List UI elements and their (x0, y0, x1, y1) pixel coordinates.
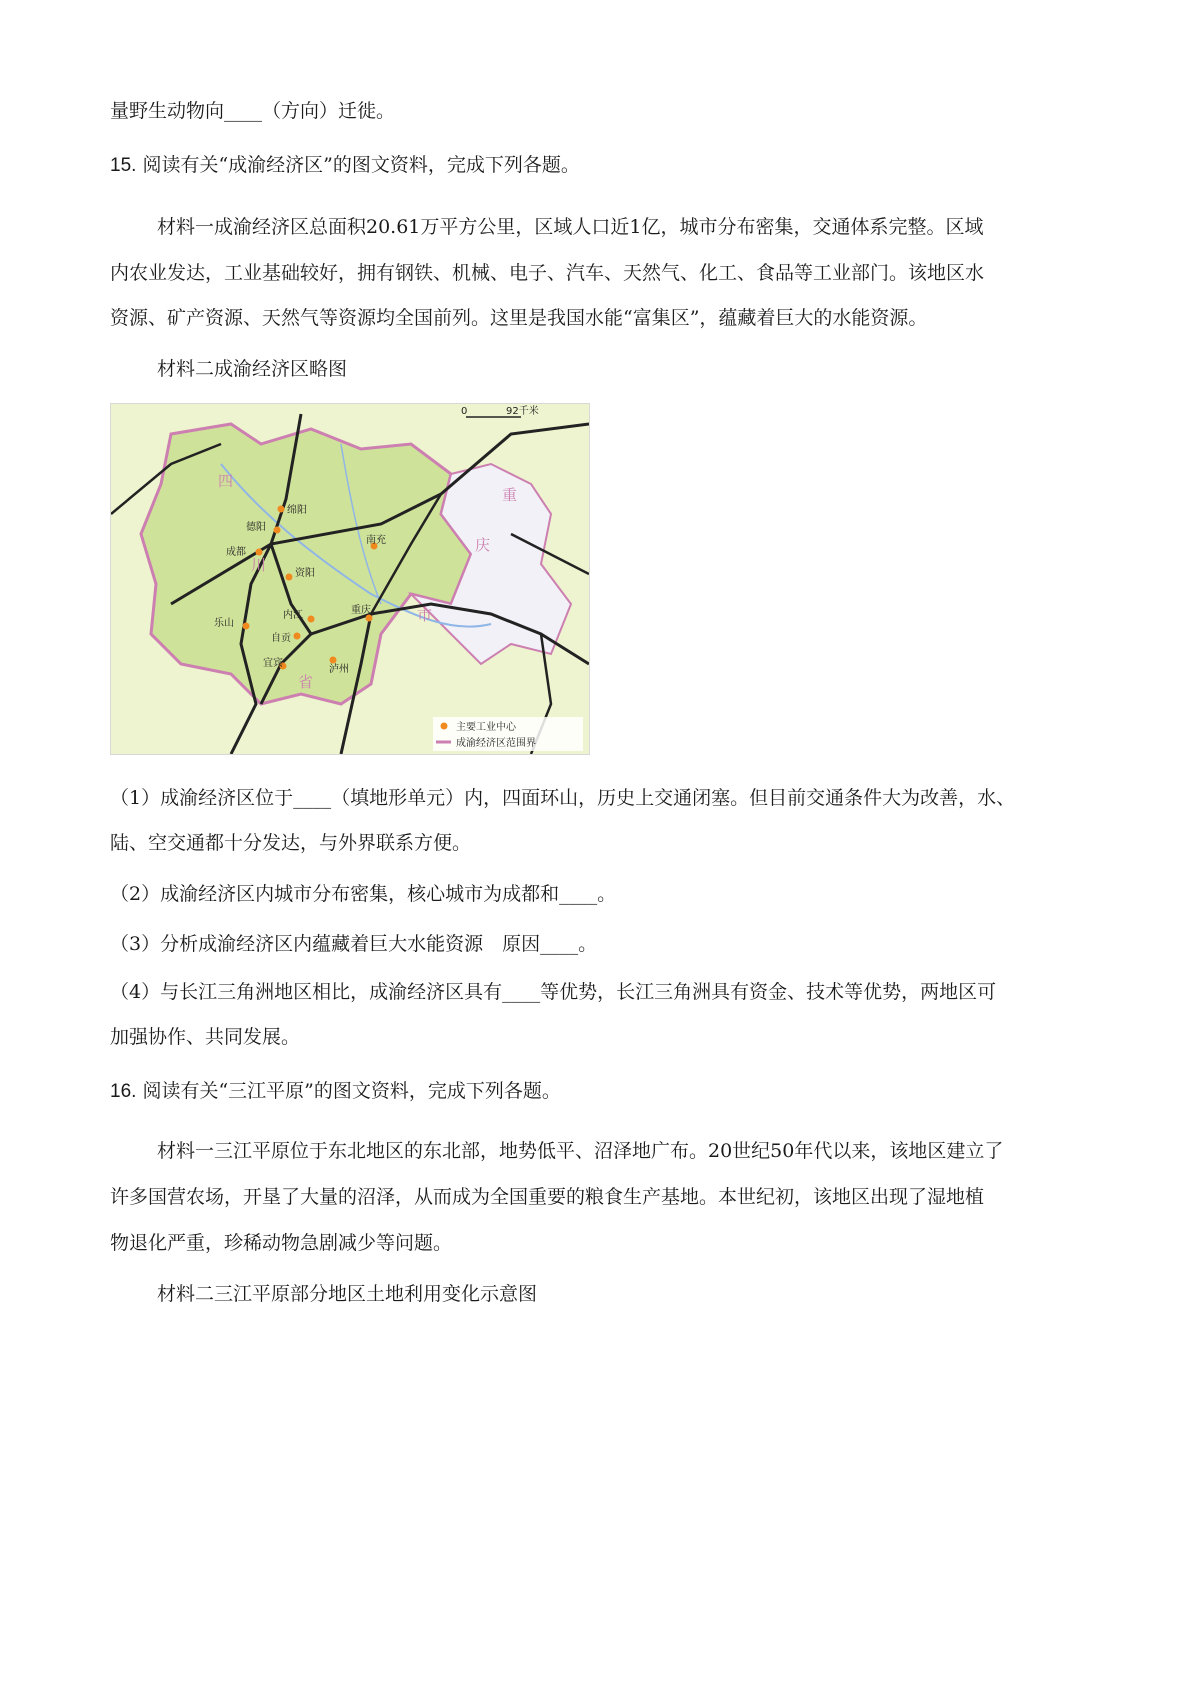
city-marker (286, 574, 293, 581)
chengyu-map (110, 403, 590, 755)
question-16-title (110, 1077, 561, 1106)
scale-zero: 0 (461, 406, 468, 417)
material-2-caption: 材料二成渝经济区略图 (157, 358, 348, 380)
question-15-title (110, 151, 580, 180)
city-label: 自贡 (271, 633, 291, 644)
city-marker (274, 527, 281, 534)
question-number: 16. (110, 1081, 137, 1102)
city-marker (256, 549, 263, 556)
city-label: 泸州 (329, 664, 349, 675)
city-label: 重庆 (351, 605, 371, 616)
material-3-line-1: 材料一三江平原位于东北地区的东北部，地势低平、沼泽地广布。20世纪50年代以来，该地区建立了 (157, 1140, 1004, 1162)
province-label: 四 (218, 472, 234, 490)
city-marker (278, 506, 285, 513)
legend-city-marker (441, 723, 448, 730)
material-3-line-3: 物退化严重，珍稀动物急剧减少等问题。 (110, 1232, 453, 1254)
sub-question-2: （2）成渝经济区内城市分布密集，核心城市为成都和____。 (110, 883, 617, 905)
city-marker (330, 657, 337, 664)
city-label: 宜宾 (263, 658, 283, 669)
province-label: 重 (502, 486, 518, 504)
city-marker (308, 616, 315, 623)
city-marker (243, 623, 250, 630)
city-label: 绵阳 (287, 505, 307, 516)
city-label: 成都 (226, 547, 246, 558)
province-label: 省 (298, 673, 314, 691)
city-label: 南充 (366, 535, 386, 546)
map-svg (111, 404, 589, 754)
sub-question-4-line-2: 加强协作、共同发展。 (110, 1026, 301, 1048)
material-3-line-2: 许多国营农场，开垦了大量的沼泽，从而成为全国重要的粮食生产基地。本世纪初，该地区出现了湿地植 (110, 1186, 985, 1208)
sub-question-1-line-2: 陆、空交通都十分发达，与外界联系方便。 (110, 832, 472, 854)
material-1-line-3: 资源、矿产资源、天然气等资源均全国前列。这里是我国水能“富集区”，蕴藏着巨大的水能资源。 (110, 307, 928, 329)
city-marker (294, 633, 301, 640)
sub-question-1-line-1: （1）成渝经济区位于____（填地形单元）内，四面环山，历史上交通闭塞。但目前交通条件大为改善，水、 (110, 787, 1016, 809)
material-1-line-2: 内农业发达，工业基础较好，拥有钢铁、机械、电子、汽车、天然气、化工、食品等工业部门。该地区水 (110, 262, 985, 284)
text-line: 量野生动物向____（方向）迁徙。 (110, 100, 396, 122)
sub-question-3: （3）分析成渝经济区内蕴藏着巨大水能资源 原因____。 (110, 933, 598, 955)
scale-label: 92千米 (506, 406, 539, 417)
legend-industry-label: 主要工业中心 (456, 722, 516, 733)
legend-boundary-label: 成渝经济区范围界 (456, 738, 536, 749)
city-label: 内江 (283, 610, 303, 621)
city-label: 德阳 (246, 522, 266, 533)
province-label: 川 (251, 556, 267, 574)
city-label: 资阳 (295, 568, 315, 579)
question-text: 阅读有关“三江平原”的图文资料，完成下列各题。 (142, 1080, 561, 1102)
sub-question-4-line-1: （4）与长江三角洲地区相比，成渝经济区具有____等优势，长江三角洲具有资金、技术等优势，两地区可 (110, 981, 997, 1003)
material-4-caption: 材料二三江平原部分地区土地利用变化示意图 (157, 1283, 538, 1305)
province-label: 庆 (475, 536, 491, 554)
city-label: 乐山 (214, 618, 234, 629)
material-1-line-1: 材料一成渝经济区总面积20.61万平方公里，区域人口近1亿，城市分布密集，交通体系完整。区域 (157, 216, 984, 238)
question-number: 15. (110, 155, 137, 176)
question-text: 阅读有关“成渝经济区”的图文资料，完成下列各题。 (142, 154, 580, 176)
province-label: 市 (417, 606, 433, 624)
